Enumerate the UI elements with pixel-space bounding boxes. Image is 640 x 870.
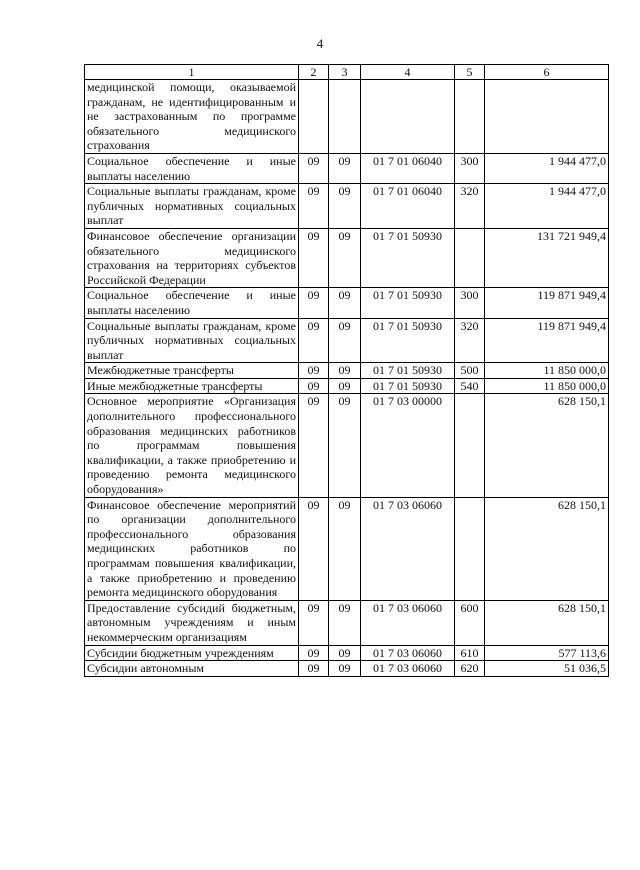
row-section-cell: 09: [299, 318, 329, 363]
table-row: [85, 153, 609, 183]
row-amount-cell: 11 850 000,0: [485, 378, 609, 394]
row-section-cell: 09: [299, 378, 329, 394]
row-name-cell: Социальное обеспечение и иные выплаты населению: [85, 288, 299, 318]
row-subsection-cell: 09: [329, 288, 361, 318]
row-target-article-cell: 01 7 03 06060: [361, 600, 455, 645]
table-row: [85, 80, 609, 154]
row-expense-type-cell: 300: [455, 288, 485, 318]
row-target-article-cell: 01 7 03 00000: [361, 394, 455, 497]
row-amount-cell: 131 721 949,4: [485, 228, 609, 287]
row-expense-type-cell: 320: [455, 184, 485, 229]
row-subsection-cell: 09: [329, 378, 361, 394]
row-expense-type-cell: 610: [455, 645, 485, 661]
row-name-cell: Социальные выплаты гражданам, кроме публичных нормативных социальных выплат: [85, 184, 299, 229]
row-expense-type-cell: 600: [455, 600, 485, 645]
row-subsection-cell: 09: [329, 363, 361, 379]
row-section-cell: 09: [299, 153, 329, 183]
header-cell-csr: 4: [361, 65, 455, 80]
row-amount-cell: 51 036,5: [485, 661, 609, 677]
row-target-article-cell: 01 7 01 06040: [361, 153, 455, 183]
row-target-article-cell: 01 7 01 50930: [361, 318, 455, 363]
header-cell-vr: 5: [455, 65, 485, 80]
row-section-cell: 09: [299, 645, 329, 661]
row-expense-type-cell: 540: [455, 378, 485, 394]
table-row: [85, 363, 609, 379]
table-row: [85, 228, 609, 287]
row-amount-cell: 119 871 949,4: [485, 288, 609, 318]
header-cell-name: 1: [85, 65, 299, 80]
row-name-cell: Предоставление субсидий бюджетным, автономным учреждениям и иным некоммерческим организациям: [85, 600, 299, 645]
row-name-cell: Субсидии автономным: [85, 661, 299, 677]
row-section-cell: 09: [299, 497, 329, 600]
row-name-cell: Субсидии бюджетным учреждениям: [85, 645, 299, 661]
row-target-article-cell: 01 7 03 06060: [361, 497, 455, 600]
row-target-article-cell: [361, 80, 455, 154]
row-target-article-cell: 01 7 03 06060: [361, 645, 455, 661]
row-name-cell: Основное мероприятие «Организация дополнительного профессионального образования медицинских работников по программам повышения квалификации, а также приобретению и проведению ремонта медицинского оборудования»: [85, 394, 299, 497]
row-target-article-cell: 01 7 03 06060: [361, 661, 455, 677]
row-amount-cell: 628 150,1: [485, 497, 609, 600]
header-cell-sum: 6: [485, 65, 609, 80]
row-target-article-cell: 01 7 01 50930: [361, 363, 455, 379]
row-expense-type-cell: [455, 497, 485, 600]
table-row: [85, 661, 609, 677]
row-section-cell: 09: [299, 600, 329, 645]
table-row: [85, 645, 609, 661]
row-section-cell: 09: [299, 184, 329, 229]
table-row: [85, 497, 609, 600]
table-row: [85, 318, 609, 363]
page-number: 4: [316, 36, 324, 51]
row-subsection-cell: 09: [329, 497, 361, 600]
table-row: [85, 378, 609, 394]
header-cell-pr: 3: [329, 65, 361, 80]
row-subsection-cell: 09: [329, 661, 361, 677]
row-amount-cell: 119 871 949,4: [485, 318, 609, 363]
row-subsection-cell: 09: [329, 600, 361, 645]
table-row: [85, 394, 609, 497]
row-subsection-cell: 09: [329, 318, 361, 363]
row-section-cell: 09: [299, 288, 329, 318]
budget-table: [84, 64, 609, 677]
row-subsection-cell: 09: [329, 153, 361, 183]
row-amount-cell: 11 850 000,0: [485, 363, 609, 379]
row-amount-cell: 1 944 477,0: [485, 153, 609, 183]
row-name-cell: медицинской помощи, оказываемой гражданам, не идентифицированным и не застрахованным по программе обязательного медицинского страхования: [85, 80, 299, 154]
row-section-cell: [299, 80, 329, 154]
row-target-article-cell: 01 7 01 50930: [361, 288, 455, 318]
row-name-cell: Социальное обеспечение и иные выплаты населению: [85, 153, 299, 183]
row-expense-type-cell: 500: [455, 363, 485, 379]
row-subsection-cell: 09: [329, 645, 361, 661]
table-row: [85, 600, 609, 645]
row-target-article-cell: 01 7 01 50930: [361, 378, 455, 394]
row-subsection-cell: 09: [329, 394, 361, 497]
header-cell-rz: 2: [299, 65, 329, 80]
row-amount-cell: 577 113,6: [485, 645, 609, 661]
row-expense-type-cell: 320: [455, 318, 485, 363]
row-section-cell: 09: [299, 661, 329, 677]
row-expense-type-cell: [455, 394, 485, 497]
row-subsection-cell: [329, 80, 361, 154]
row-name-cell: Финансовое обеспечение мероприятий по организации дополнительного профессионального образования медицинских работников по программам повышения квалификации, а также приобретению и проведению ремонта медицинского оборудования: [85, 497, 299, 600]
row-subsection-cell: 09: [329, 228, 361, 287]
row-section-cell: 09: [299, 394, 329, 497]
row-target-article-cell: 01 7 01 06040: [361, 184, 455, 229]
row-amount-cell: 628 150,1: [485, 600, 609, 645]
row-expense-type-cell: [455, 80, 485, 154]
row-amount-cell: [485, 80, 609, 154]
row-name-cell: Межбюджетные трансферты: [85, 363, 299, 379]
row-section-cell: 09: [299, 363, 329, 379]
row-expense-type-cell: 620: [455, 661, 485, 677]
row-expense-type-cell: 300: [455, 153, 485, 183]
row-target-article-cell: 01 7 01 50930: [361, 228, 455, 287]
row-amount-cell: 1 944 477,0: [485, 184, 609, 229]
table-header-row: [85, 65, 609, 80]
row-section-cell: 09: [299, 228, 329, 287]
row-amount-cell: 628 150,1: [485, 394, 609, 497]
row-subsection-cell: 09: [329, 184, 361, 229]
row-name-cell: Иные межбюджетные трансферты: [85, 378, 299, 394]
row-name-cell: Финансовое обеспечение организации обязательного медицинского страхования на территориях субъектов Российской Федерации: [85, 228, 299, 287]
row-expense-type-cell: [455, 228, 485, 287]
table-row: [85, 184, 609, 229]
row-name-cell: Социальные выплаты гражданам, кроме публичных нормативных социальных выплат: [85, 318, 299, 363]
table-row: [85, 288, 609, 318]
